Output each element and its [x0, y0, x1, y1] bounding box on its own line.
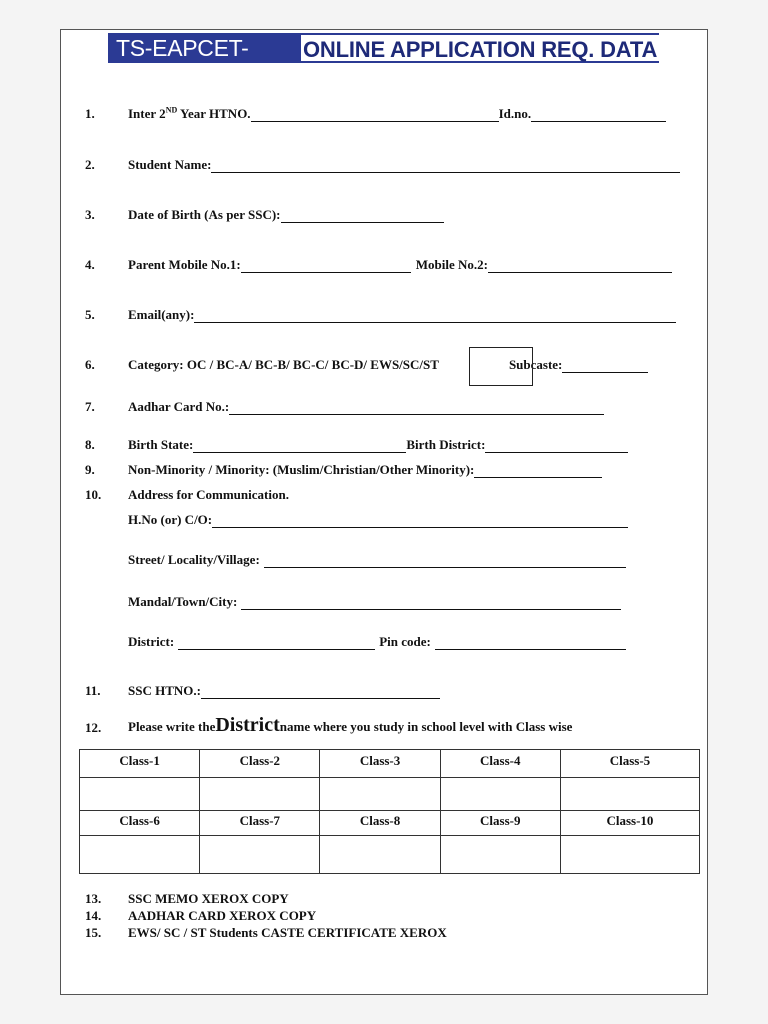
- item-number: 4.: [85, 257, 95, 272]
- item-number: 14.: [85, 908, 102, 923]
- item-number: 5.: [85, 307, 95, 322]
- item-number: 10.: [85, 487, 102, 502]
- class-district-cell[interactable]: [200, 836, 320, 874]
- class-header-row: [80, 811, 700, 836]
- email-label: Email(any):: [128, 307, 195, 322]
- email-field[interactable]: [194, 310, 676, 323]
- class-entry-row: [80, 836, 700, 874]
- class-district-cell[interactable]: [80, 836, 200, 874]
- school-district-label-end: name where you study in school level with Class wise: [279, 719, 573, 734]
- class-district-table: [79, 749, 700, 874]
- address-label: Address for Communication.: [128, 487, 289, 502]
- mobile-2-field[interactable]: [488, 260, 672, 273]
- ssc-htno-field[interactable]: [201, 686, 440, 699]
- subcaste-field[interactable]: [562, 360, 648, 373]
- inter-htno-label: Inter 2ND Year HTNO.: [128, 105, 251, 121]
- birth-district-field[interactable]: [485, 440, 628, 453]
- class-district-cell[interactable]: [320, 778, 440, 811]
- class-header: Class-1: [80, 750, 200, 778]
- district-field[interactable]: [178, 637, 375, 650]
- aadhar-copy-label: AADHAR CARD XEROX COPY: [128, 908, 317, 923]
- item-number: 1.: [85, 106, 95, 121]
- dob-field[interactable]: [281, 210, 444, 223]
- hno-label: H.No (or) C/O:: [128, 512, 213, 527]
- form-header-banner: [108, 33, 659, 91]
- street-field[interactable]: [264, 555, 626, 568]
- student-name-label: Student Name:: [128, 157, 212, 172]
- student-name-field[interactable]: [211, 160, 680, 173]
- item-number: 12.: [85, 720, 102, 735]
- address-hno-row: [128, 512, 628, 528]
- aadhar-field[interactable]: [229, 402, 604, 415]
- class-header: Class-2: [200, 750, 320, 778]
- mandal-field[interactable]: [241, 597, 621, 610]
- birth-state-field[interactable]: [193, 440, 406, 453]
- school-district-label-start: Please write the: [128, 719, 216, 734]
- class-district-cell[interactable]: [200, 778, 320, 811]
- class-header: Class-9: [440, 811, 560, 836]
- item-number: 8.: [85, 437, 95, 452]
- mobile-2-label: Mobile No.2:: [415, 257, 488, 272]
- ssc-memo-label: SSC MEMO XEROX COPY: [128, 891, 289, 906]
- aadhar-label: Aadhar Card No.:: [128, 399, 230, 414]
- inter-htno-field[interactable]: [251, 109, 499, 122]
- mobile-1-field[interactable]: [241, 260, 411, 273]
- category-box[interactable]: [469, 347, 533, 386]
- item-number: 11.: [85, 683, 101, 698]
- birth-state-label: Birth State:: [128, 437, 194, 452]
- item-number: 15.: [85, 925, 102, 940]
- district-label: District:: [128, 634, 175, 649]
- class-district-cell[interactable]: [80, 778, 200, 811]
- class-header: Class-7: [200, 811, 320, 836]
- address-mandal-row: [128, 594, 621, 610]
- id-no-field[interactable]: [531, 109, 666, 122]
- minority-field[interactable]: [474, 465, 602, 478]
- pin-code-field[interactable]: [435, 637, 626, 650]
- caste-certificate-label: EWS/ SC / ST Students CASTE CERTIFICATE XEROX: [128, 925, 447, 940]
- school-district-emphasis: District: [215, 714, 280, 736]
- category-label: Category: OC / BC-A/ BC-B/ BC-C/ BC-D/ EWS/SC/ST: [128, 357, 439, 372]
- class-header: Class-6: [80, 811, 200, 836]
- class-header: Class-4: [440, 750, 560, 778]
- hno-field[interactable]: [212, 515, 628, 528]
- item-number: 7.: [85, 399, 95, 414]
- class-district-cell[interactable]: [440, 836, 560, 874]
- pin-code-label: Pin code:: [379, 634, 431, 649]
- class-header: Class-8: [320, 811, 440, 836]
- item-number: 6.: [85, 357, 95, 372]
- item-number: 2.: [85, 157, 95, 172]
- class-entry-row: [80, 778, 700, 811]
- subcaste-label: Subcaste:: [508, 357, 563, 372]
- class-header: Class-3: [320, 750, 440, 778]
- minority-label: Non-Minority / Minority: (Muslim/Christian/Other Minority):: [128, 462, 475, 477]
- form-title: ONLINE APPLICATION REQ. DATA: [301, 33, 659, 63]
- birth-district-label: Birth District:: [406, 437, 486, 452]
- address-street-row: [128, 552, 626, 568]
- class-district-cell[interactable]: [560, 778, 699, 811]
- street-label: Street/ Locality/Village:: [128, 552, 260, 567]
- mobile-1-label: Parent Mobile No.1:: [128, 257, 241, 272]
- class-header-row: [80, 750, 700, 778]
- ssc-htno-label: SSC HTNO.:: [128, 683, 201, 698]
- class-district-cell[interactable]: [440, 778, 560, 811]
- address-district-row: [128, 634, 626, 650]
- class-district-cell[interactable]: [560, 836, 699, 874]
- mandal-label: Mandal/Town/City:: [128, 594, 238, 609]
- item-number: 9.: [85, 462, 95, 477]
- class-district-cell[interactable]: [320, 836, 440, 874]
- exam-title: TS-EAPCET-2025: [108, 33, 301, 63]
- item-number: 3.: [85, 207, 95, 222]
- dob-label: Date of Birth (As per SSC):: [128, 207, 281, 222]
- id-no-label: Id.no.: [498, 106, 532, 121]
- class-header: Class-10: [560, 811, 699, 836]
- class-header: Class-5: [560, 750, 699, 778]
- item-number: 13.: [85, 891, 102, 906]
